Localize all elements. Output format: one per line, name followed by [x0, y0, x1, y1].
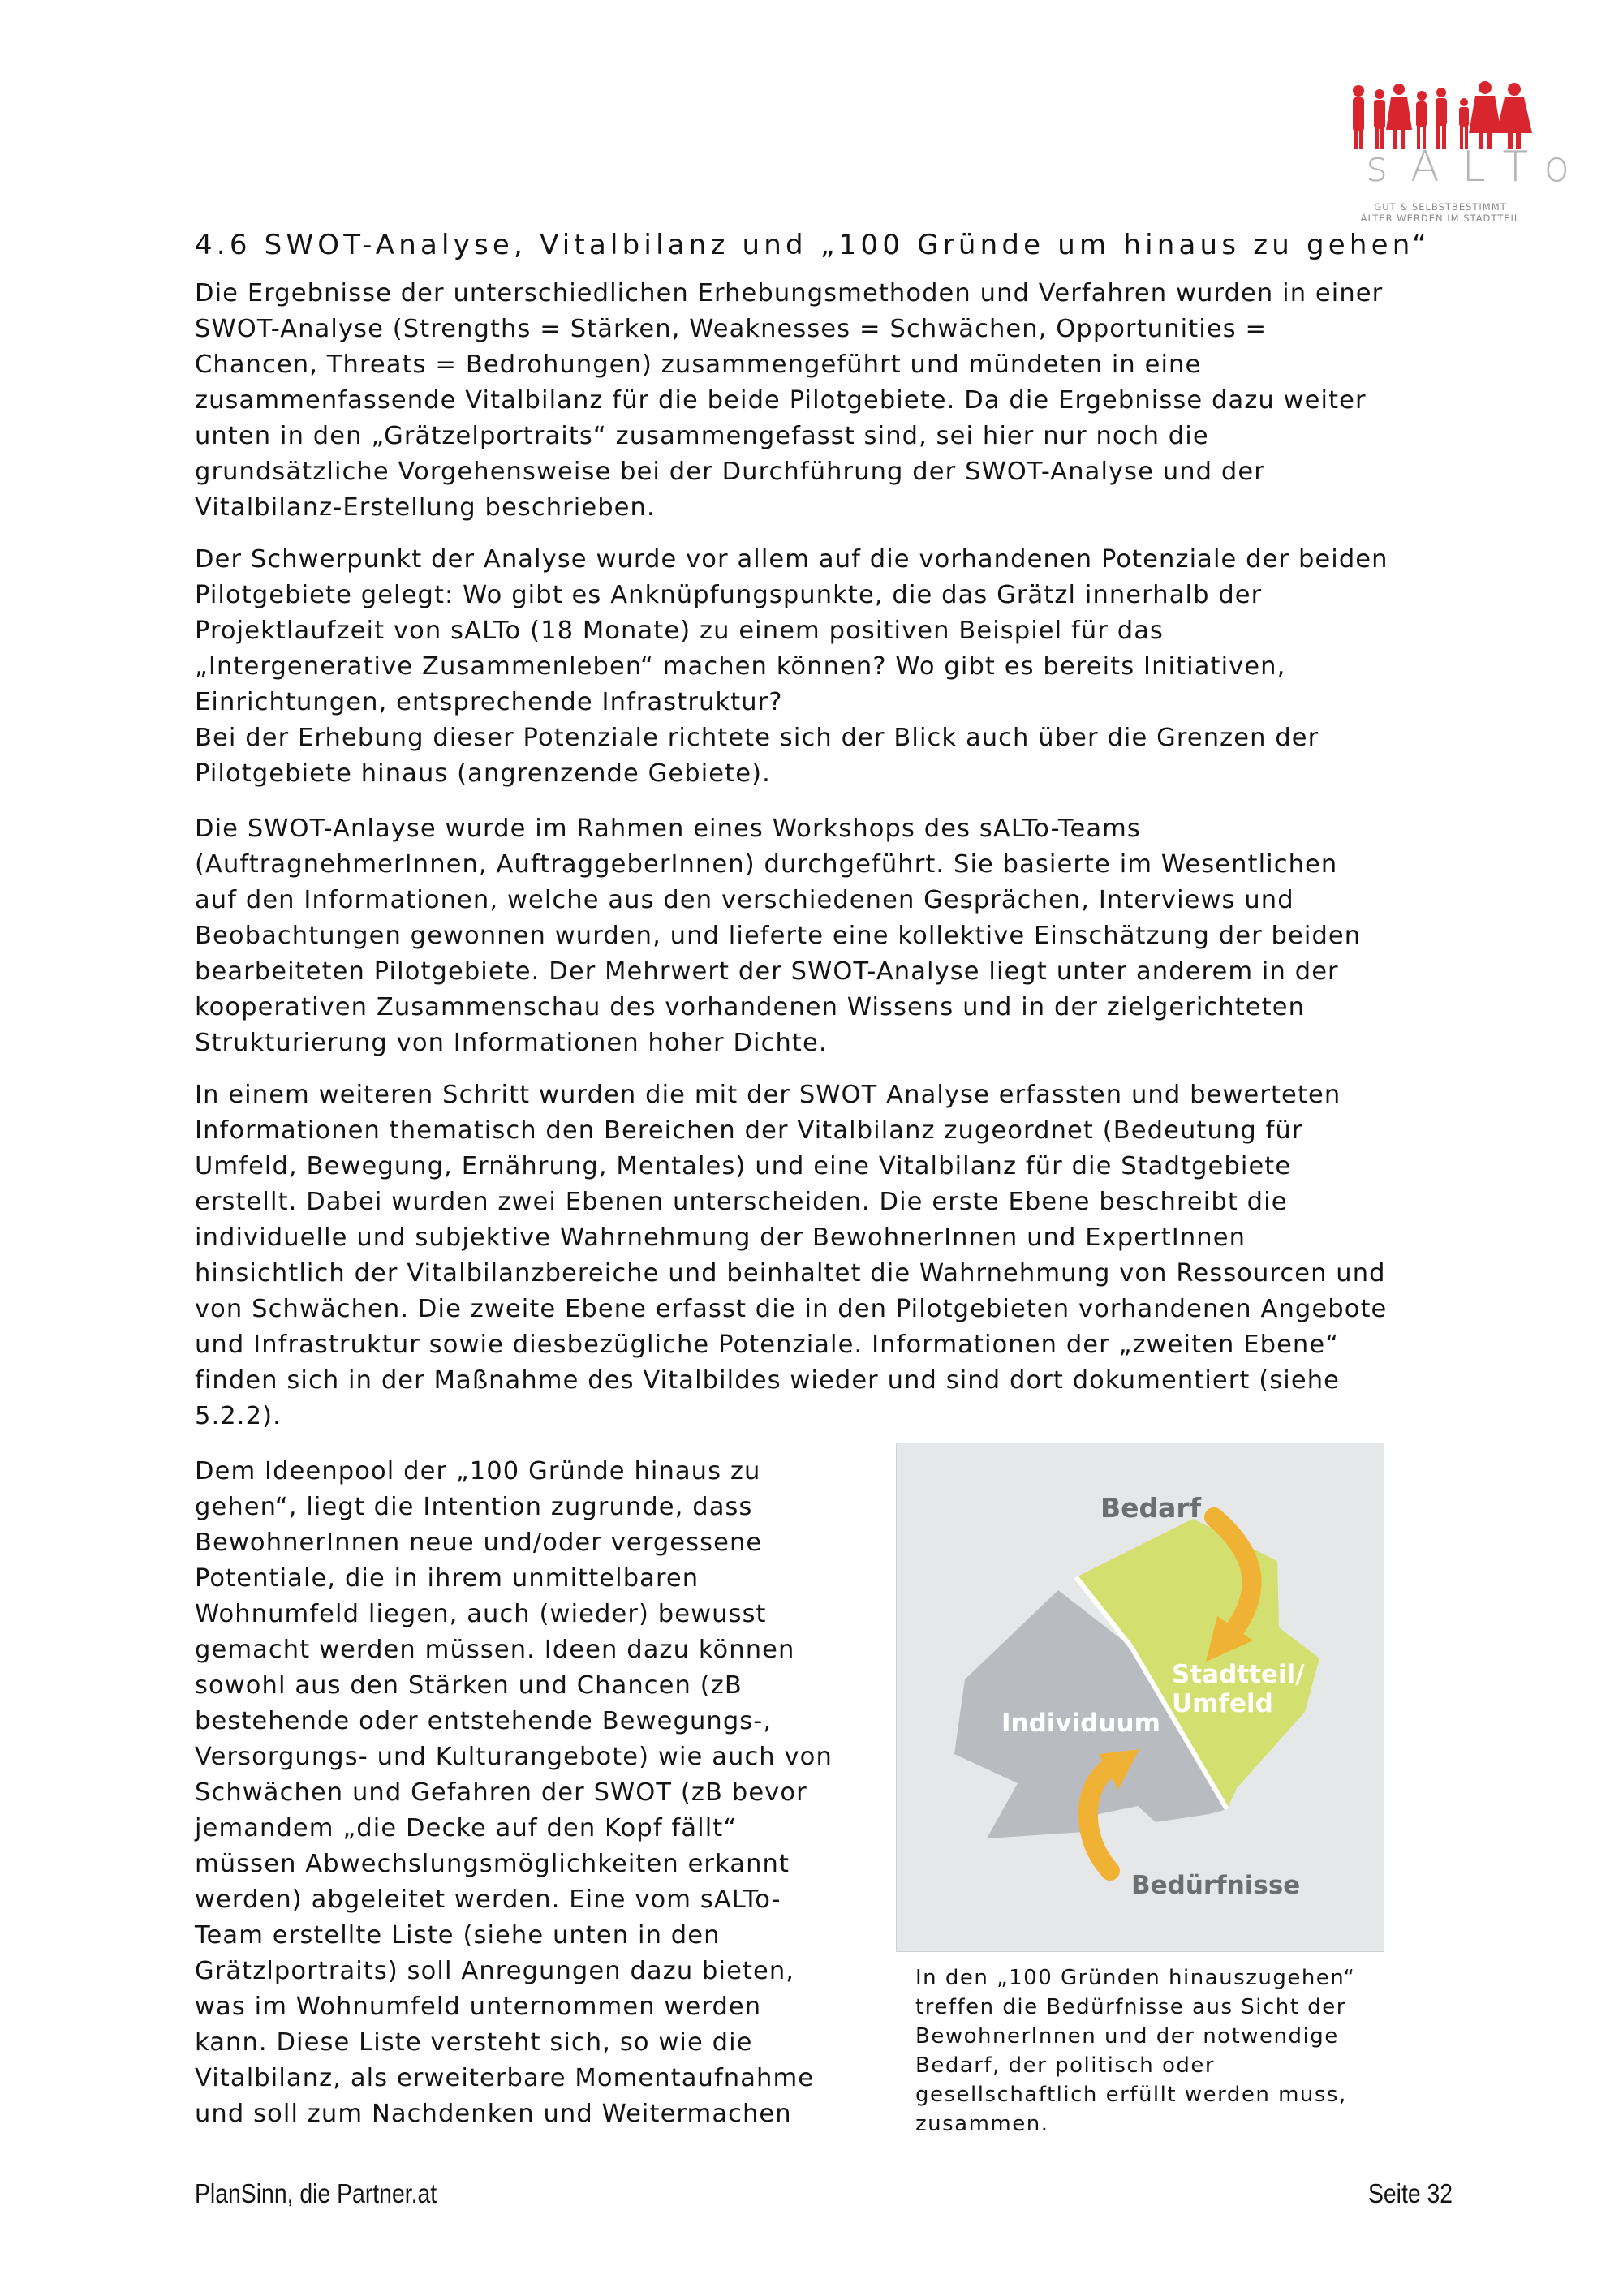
text-line: Potentiale, die in ihrem unmittelbaren: [195, 1564, 700, 1593]
text-line: unten in den „Grätzelportraits“ zusammengefasst sind, sei hier nur noch die: [195, 422, 1209, 450]
text-line: Umfeld, Bewegung, Ernährung, Mentales) und eine Vitalbilanz für die Stadtgebiete: [195, 1152, 1292, 1180]
text-line: müssen Abwechslungsmöglichkeiten erkannt: [195, 1850, 790, 1878]
text-line: von Schwächen. Die zweite Ebene erfasst die in den Pilotgebieten vorhandenen Angebote: [195, 1295, 1388, 1323]
text-line: hinsichtlich der Vitalbilanzbereiche und beinhaltet die Wahrnehmung von Ressourcen und: [195, 1259, 1386, 1288]
salto-logo: [1343, 80, 1593, 224]
text-line: SWOT-Analyse (Strengths = Stärken, Weaknesses = Schwächen, Opportunities =: [195, 315, 1268, 343]
text-line: jemandem „die Decke auf den Kopf fällt“: [195, 1814, 738, 1842]
text-line: Vitalbilanz, als erweiterbare Momentaufnahme: [195, 2064, 815, 2092]
text-line: Strukturierung von Informationen hoher Dichte.: [195, 1029, 828, 1057]
text-line: gemacht werden müssen. Ideen dazu können: [195, 1636, 795, 1664]
text-line: Informationen thematisch den Bereichen der Vitalbilanz zugeordnet (Bedeutung für: [195, 1116, 1303, 1145]
paragraph-vitalbilanz: [195, 1077, 1461, 1434]
logo-tagline-1: GUT & SELBSTBESTIMMT: [1374, 201, 1507, 213]
text-line: In einem weiteren Schritt wurden die mit der SWOT Analyse erfassten und bewerteten: [195, 1081, 1341, 1109]
caption-line: zusammen.: [915, 2112, 1049, 2136]
caption-line: In den „100 Gründen hinauszugehen“: [915, 1966, 1356, 1990]
text-line: Die Ergebnisse der unterschiedlichen Erhebungsmethoden und Verfahren wurden in einer: [195, 279, 1384, 307]
text-line: Einrichtungen, entsprechende Infrastruktur?: [195, 688, 783, 716]
caption-line: BewohnerInnen und der notwendige: [915, 2024, 1339, 2049]
logo-tagline-2: ÄLTER WERDEN IM STADTTEIL: [1360, 213, 1521, 224]
text-line: Grätzlportraits) soll Anregungen dazu bieten,: [195, 1957, 795, 1985]
section-heading: 4.6 SWOT-Analyse, Vitalbilanz und „100 Gründe um hinaus zu gehen“: [195, 229, 1431, 261]
text-line: und Infrastruktur sowie diesbezügliche Potenziale. Informationen der „zweiten Ebene“: [195, 1331, 1340, 1359]
text-line: werden) abgeleitet werden. Eine vom sALTo-: [195, 1885, 781, 1914]
text-line: was im Wohnumfeld unternommen werden: [195, 1993, 762, 2021]
text-line: (AuftragnehmerInnen, AuftraggeberInnen) durchgeführt. Sie basierte im Wesentlichen: [195, 850, 1338, 879]
label-stadtteil-line-1: Stadtteil/: [1172, 1660, 1305, 1689]
caption-line: Bedarf, der politisch oder: [915, 2053, 1216, 2078]
text-line: Bei der Erhebung dieser Potenziale richtete sich der Blick auch über die Grenzen der: [195, 724, 1319, 752]
text-line: Beobachtungen gewonnen wurden, und lieferte eine kollektive Einschätzung der beiden: [195, 922, 1362, 950]
paragraph-potentials: [195, 542, 1461, 792]
text-line: „Intergenerative Zusammenleben“ machen können? Wo gibt es bereits Initiativen,: [195, 652, 1286, 681]
text-line: gehen“, liegt die Intention zugrunde, dass: [195, 1493, 753, 1521]
text-line: grundsätzliche Vorgehensweise bei der Durchführung der SWOT-Analyse und der: [195, 458, 1265, 486]
text-line: Chancen, Threats = Bedrohungen) zusammengeführt und mündeten in eine: [195, 350, 1202, 379]
text-line: bestehende oder entstehende Bewegungs-,: [195, 1707, 773, 1735]
text-line: BewohnerInnen neue und/oder vergessene: [195, 1529, 763, 1557]
label-individuum: Individuum: [1001, 1709, 1160, 1738]
label-beduerfnisse: Bedürfnisse: [1131, 1871, 1301, 1900]
text-line: zusammenfassende Vitalbilanz für die beide Pilotgebiete. Da die Ergebnisse dazu weiter: [195, 386, 1367, 415]
text-line: Team erstellte Liste (siehe unten in den: [195, 1921, 721, 1950]
footer-publisher: PlanSinn, die Partner.at: [195, 2178, 437, 2208]
text-line: und soll zum Nachdenken und Weitermachen: [195, 2100, 792, 2128]
label-stadtteil-line-2: Umfeld: [1172, 1689, 1273, 1718]
text-line: Die SWOT-Anlayse wurde im Rahmen eines Workshops des sALTo-Teams: [195, 815, 1141, 843]
text-line: Schwächen und Gefahren der SWOT (zB bevor: [195, 1778, 807, 1807]
text-line: sowohl aus den Stärken und Chancen (zB: [195, 1671, 743, 1700]
text-line: kooperativen Zusammenschau des vorhandenen Wissens und in der zielgerichteten: [195, 993, 1306, 1021]
text-line: individuelle und subjektive Wahrnehmung der BewohnerInnen und ExpertInnen: [195, 1223, 1246, 1252]
bedarf-beduerfnisse-diagram: [896, 1443, 1384, 1952]
text-line: Der Schwerpunkt der Analyse wurde vor allem auf die vorhandenen Potenziale der beiden: [195, 545, 1388, 574]
page-number: Seite 32: [1367, 2178, 1453, 2208]
label-bedarf: Bedarf: [1100, 1492, 1202, 1524]
paragraph-ideenpool: [195, 1454, 885, 2132]
text-line: 5.2.2).: [195, 1402, 282, 1430]
text-line: bearbeiteten Pilotgebiete. Der Mehrwert der SWOT-Analyse liegt unter anderem in der: [195, 957, 1339, 986]
paragraph-workshop: [195, 811, 1461, 1061]
text-line: finden sich in der Maßnahme des Vitalbildes wieder und sind dort dokumentiert (siehe: [195, 1366, 1340, 1395]
people-silhouettes-icon: [1347, 80, 1534, 153]
paragraph-swot-intro: [195, 276, 1461, 526]
text-line: erstellt. Dabei wurden zwei Ebenen unterscheiden. Die erste Ebene beschreibt die: [195, 1188, 1288, 1216]
caption-line: treffen die Bedürfnisse aus Sicht der: [915, 1995, 1346, 2019]
text-line: Pilotgebiete gelegt: Wo gibt es Anknüpfungspunkte, die das Grätzl innerhalb der: [195, 581, 1263, 609]
logo-wordmark: sALTo: [1366, 143, 1593, 191]
text-line: Pilotgebiete hinaus (angrenzende Gebiete).: [195, 759, 771, 788]
text-line: Dem Ideenpool der „100 Gründe hinaus zu: [195, 1457, 761, 1486]
figure-caption: [915, 1963, 1402, 2139]
text-line: Vitalbilanz-Erstellung beschrieben.: [195, 493, 656, 522]
text-line: kann. Diese Liste versteht sich, so wie die: [195, 2028, 753, 2057]
text-line: Projektlaufzeit von sALTo (18 Monate) zu einem positiven Beispiel für das: [195, 617, 1164, 645]
text-line: auf den Informationen, welche aus den verschiedenen Gesprächen, Interviews und: [195, 886, 1294, 914]
caption-line: gesellschaftlich erfüllt werden muss,: [915, 2083, 1347, 2107]
text-line: Wohnumfeld liegen, auch (wieder) bewusst: [195, 1600, 767, 1628]
text-line: Versorgungs- und Kulturangebote) wie auch von: [195, 1743, 833, 1771]
